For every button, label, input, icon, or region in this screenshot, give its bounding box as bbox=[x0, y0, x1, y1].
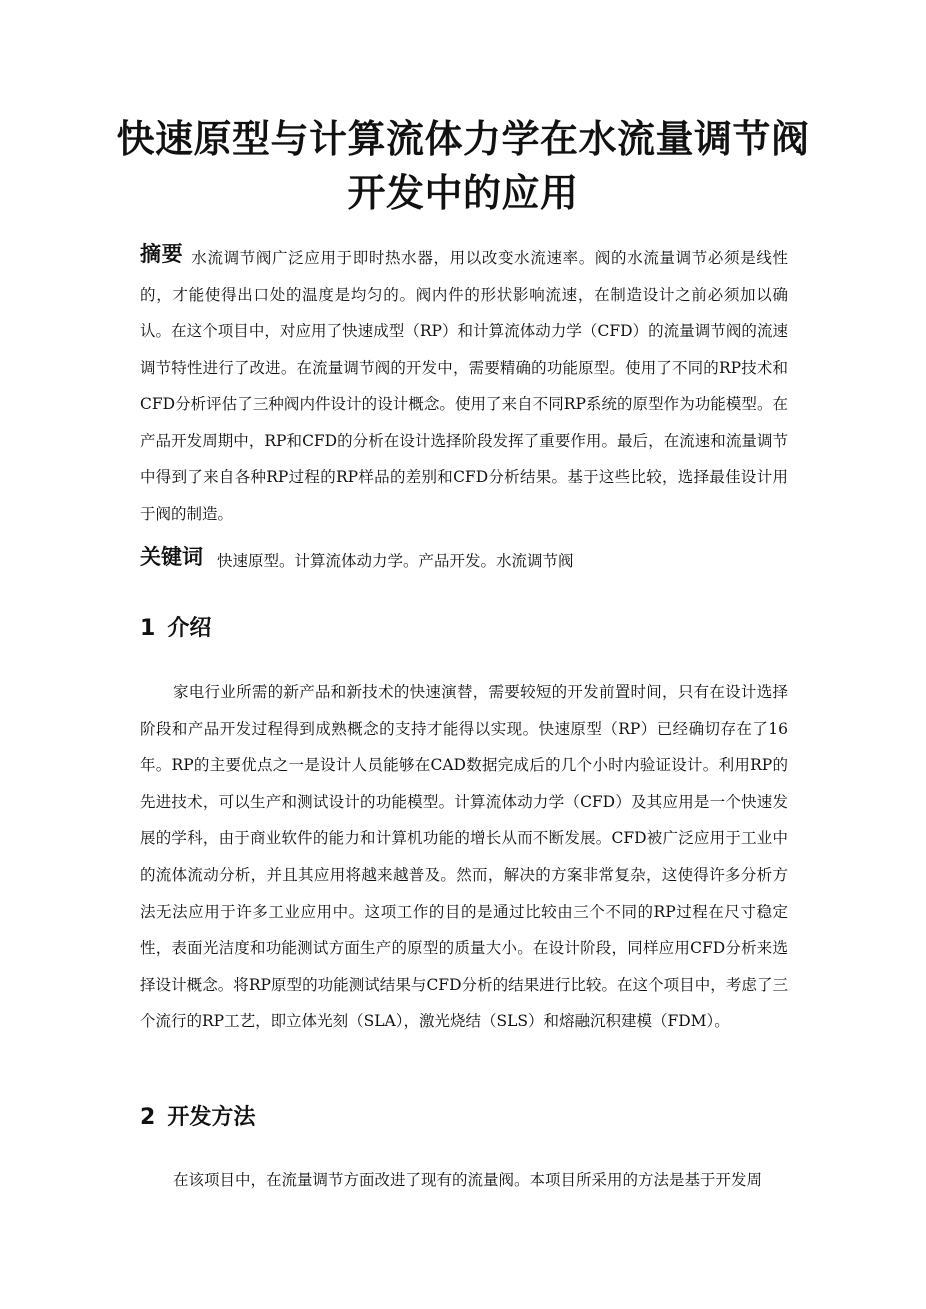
section-2-heading bbox=[140, 1103, 255, 1133]
section-1-paragraph: 家电行业所需的新产品和新技术的快速演替，需要较短的开发前置时间，只有在设计选择阶段和产品开发过程得到成熟概念的支持才能得以实现。快速原型（RP）已经确切存在了16年。RP的主要优点之一是设计人员能够在CAD数据完成后的几个小时内验证设计。利用RP的先进技术，可以生产和测试设计的功能模型。计算流体动力学（CFD）及其应用是一个快速发展的学科，由于商业软件的能力和计算机功能的增长从而不断发展。CFD被广泛应用于工业中的流体流动分析，并且其应用将越来越普及。然而，解决的方案非常复杂，这使得许多分析方法无法应用于许多工业应用中。这项工作的目的是通过比较由三个不同的RP过程在尺寸稳定性，表面光洁度和功能测试方面生产的原型的质量大小。在设计阶段，同样应用CFD分析来选择设计概念。将RP原型的功能测试结果与CFD分析的结果进行比较。在这个项目中，考虑了三个流行的RP工艺，即立体光刻（SLA），激光烧结（SLS）和熔融沉积建模（FDM）。 bbox=[140, 683, 788, 1031]
section-2-paragraph: 在该项目中，在流量调节方面改进了现有的流量阀。本项目所采用的方法是基于开发周 bbox=[173, 1171, 763, 1189]
section-1-number: 1 bbox=[140, 616, 156, 641]
abstract-text: 水流调节阀广泛应用于即时热水器，用以改变水流速率。阀的水流量调节必须是线性的，才能使得出口处的温度是均匀的。阀内件的形状影响流速，在制造设计之前必须加以确认。在这个项目中，对应用了快速成型（RP）和计算流体动力学（CFD）的流量调节阀的流速调节特性进行了改进。在流量调节阀的开发中，需要精确的功能原型。使用了不同的RP技术和CFD分析评估了三种阀内件设计的设计概念。使用了来自不同RP系统的原型作为功能模型。在产品开发周期中，RP和CFD的分析在设计选择阶段发挥了重要作用。最后，在流速和流量调节中得到了来自各种RP过程的RP样品的差别和CFD分析结果。基于这些比较，选择最佳设计用于阀的制造。 bbox=[140, 249, 788, 523]
section-1-heading bbox=[140, 614, 211, 644]
keywords-block bbox=[140, 541, 788, 579]
abstract-block bbox=[140, 238, 788, 532]
keywords-text: 快速原型。计算流体动力学。产品开发。水流调节阀 bbox=[217, 552, 574, 570]
abstract-label: 摘要 bbox=[140, 242, 184, 266]
document-title: 快速原型与计算流体力学在水流量调节阀开发中的应用 bbox=[116, 116, 810, 215]
section-2-number: 2 bbox=[140, 1105, 156, 1130]
keywords-label: 关键词 bbox=[140, 545, 203, 569]
section-2-title: 开发方法 bbox=[167, 1105, 256, 1130]
section-1-title: 介绍 bbox=[167, 616, 212, 641]
